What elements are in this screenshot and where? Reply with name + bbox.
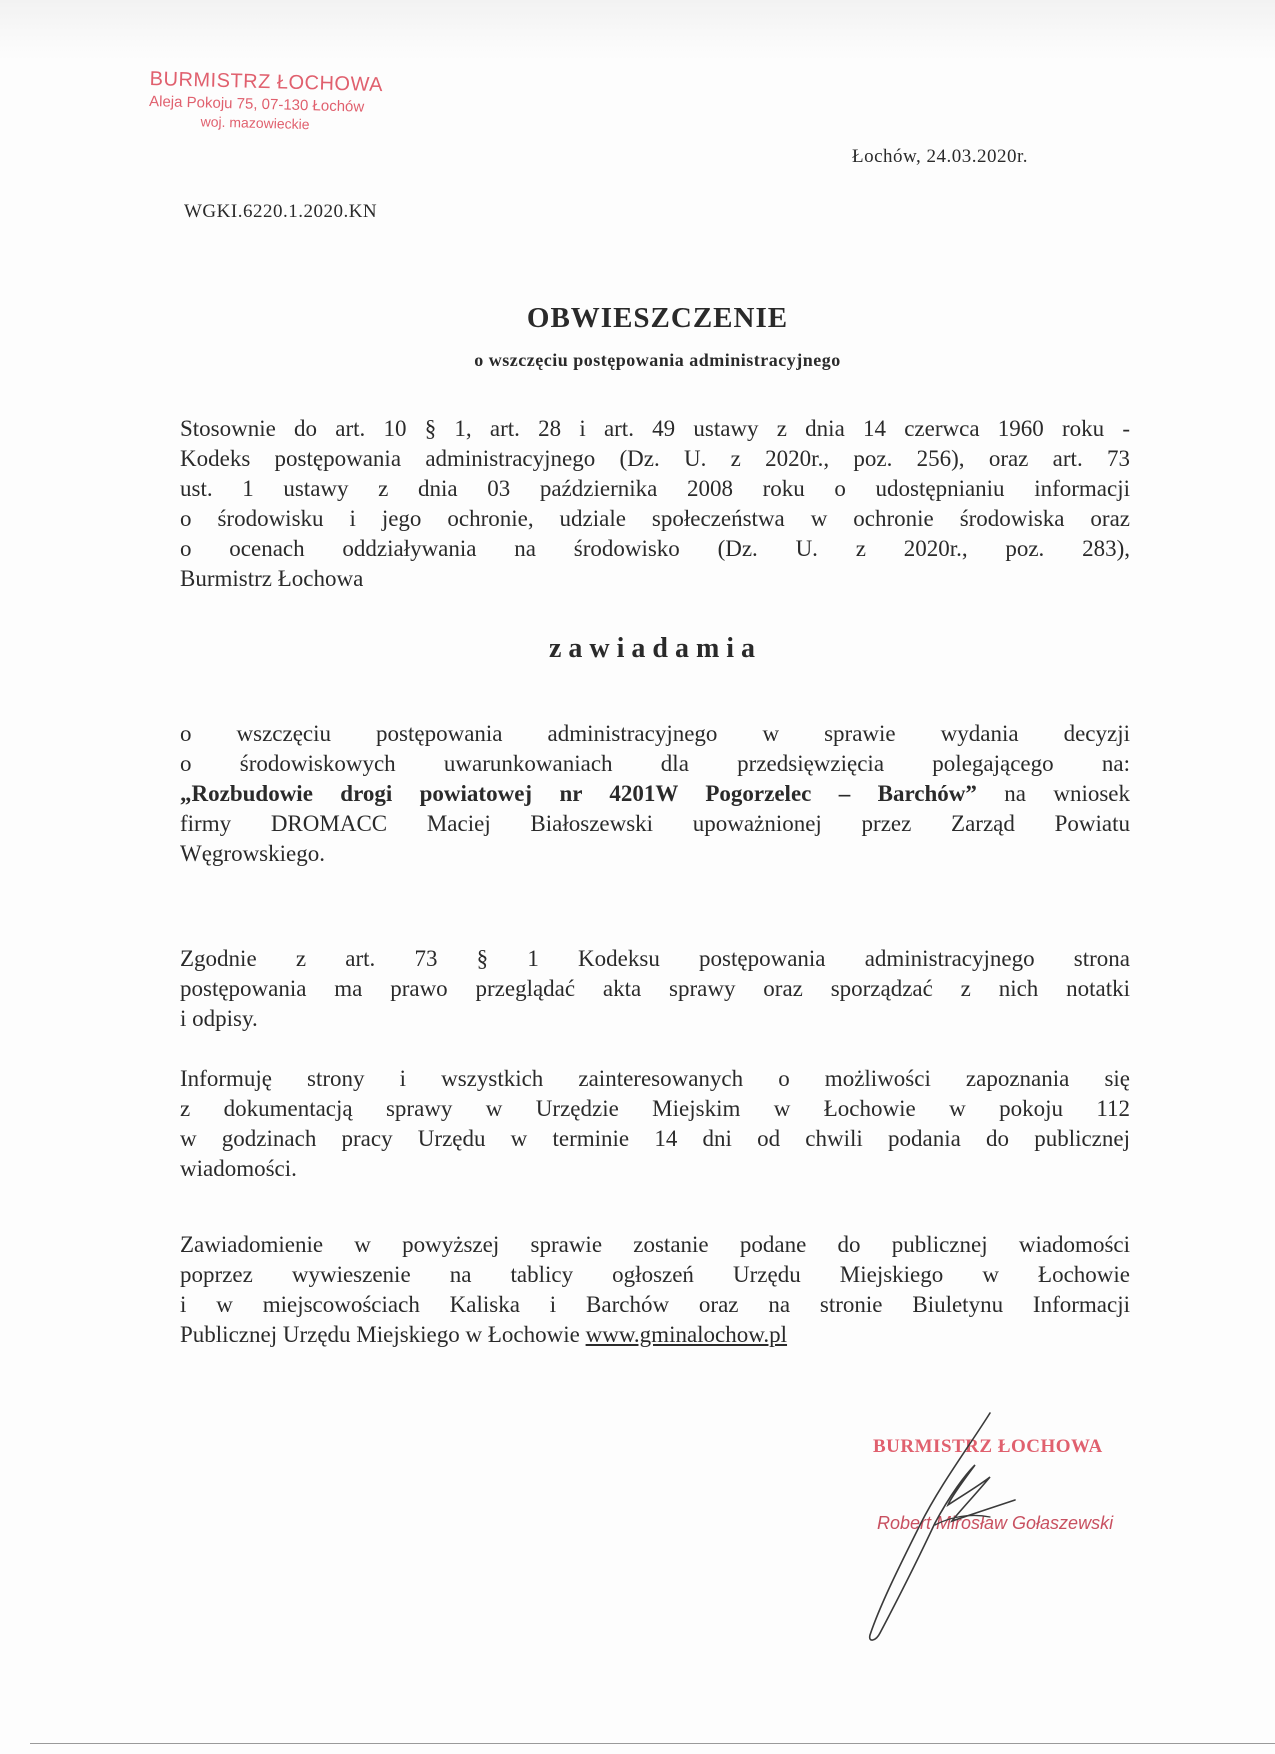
text-line: wiadomości.	[180, 1156, 297, 1181]
website-link[interactable]: www.gminalochow.pl	[585, 1322, 788, 1347]
text-line: Informuję strony i wszystkich zainteresowanych o możliwości zapoznania się	[180, 1066, 1130, 1091]
text-line	[180, 779, 1130, 809]
text-line: Burmistrz Łochowa	[180, 566, 364, 591]
text-line: Zgodnie z art. 73 § 1 Kodeksu postępowania administracyjnego strona	[180, 946, 1130, 971]
handwritten-signature	[840, 1405, 1070, 1645]
signatory-name: Robert Mirosław Gołaszewski	[877, 1513, 1114, 1533]
text-line: o środowisku i jego ochronie, udziale społeczeństwa w ochronie środowiska oraz	[180, 506, 1130, 531]
rights-paragraph	[180, 944, 1130, 1034]
text-line: poprzez wywieszenie na tablicy ogłoszeń Urzędu Miejskiego w Łochowie	[180, 1262, 1130, 1287]
text-line: Kodeks postępowania administracyjnego (Dz. U. z 2020r., poz. 256), oraz art. 73	[180, 446, 1130, 471]
text-line: i w miejscowościach Kaliska i Barchów oraz na stronie Biuletynu Informacji	[180, 1292, 1130, 1317]
office-stamp	[148, 68, 429, 135]
signature-office: BURMISTRZ ŁOCHOWA	[873, 1436, 1103, 1457]
text-line: Zawiadomienie w powyższej sprawie zostanie podane do publicznej wiadomości	[180, 1232, 1130, 1257]
document-title: OBWIESZCZENIE	[526, 302, 789, 334]
text-fragment: Publicznej Urzędu Miejskiego w Łochowie	[180, 1322, 586, 1347]
project-name: „Rozbudowie drogi powiatowej nr 4201W Pogorzelec – Barchów”	[180, 781, 977, 806]
stamp-region: woj. mazowieckie	[200, 113, 310, 133]
stamp-address: Aleja Pokoju 75, 07-130 Łochów	[148, 92, 365, 116]
text-line: o wszczęciu postępowania administracyjnego w sprawie wydania decyzji	[180, 721, 1130, 746]
scan-shadow	[0, 0, 1275, 60]
text-line: i odpisy.	[180, 1006, 258, 1031]
info-paragraph	[180, 1064, 1130, 1184]
text-line: Stosownie do art. 10 § 1, art. 28 i art. 49 ustawy z dnia 14 czerwca 1960 roku -	[180, 416, 1130, 441]
notice-paragraph	[180, 719, 1130, 869]
publication-paragraph	[180, 1230, 1130, 1350]
reference-number: WGKI.6220.1.2020.KN	[184, 201, 378, 222]
document-subtitle: o wszczęciu postępowania administracyjnego	[474, 350, 841, 370]
intro-paragraph	[180, 414, 1130, 594]
text-line: ust. 1 ustawy z dnia 03 października 2008 roku o udostępnianiu informacji	[180, 476, 1130, 501]
text-line: o ocenach oddziaływania na środowisko (Dz. U. z 2020r., poz. 283),	[180, 536, 1130, 561]
text-line: w godzinach pracy Urzędu w terminie 14 dni od chwili podania do publicznej	[180, 1126, 1130, 1151]
text-line: firmy DROMACC Maciej Białoszewski upoważnionej przez Zarząd Powiatu	[180, 811, 1130, 836]
text-line: postępowania ma prawo przeglądać akta sprawy oraz sporządzać z nich notatki	[180, 976, 1130, 1001]
scan-edge-line	[30, 1743, 1275, 1744]
stamp-title: BURMISTRZ ŁOCHOWA	[149, 68, 384, 97]
text-line: Węgrowskiego.	[180, 841, 325, 866]
document-date: Łochów, 24.03.2020r.	[852, 146, 1029, 167]
text-line: o środowiskowych uwarunkowaniach dla przedsięwzięcia polegającego na:	[180, 751, 1130, 776]
text-fragment: na wniosek	[976, 781, 1131, 806]
text-line: z dokumentacją sprawy w Urzędzie Miejskim w Łochowie w pokoju 112	[180, 1096, 1130, 1121]
announcement-word: zawiadamia	[548, 633, 763, 664]
text-line	[180, 1320, 1130, 1350]
